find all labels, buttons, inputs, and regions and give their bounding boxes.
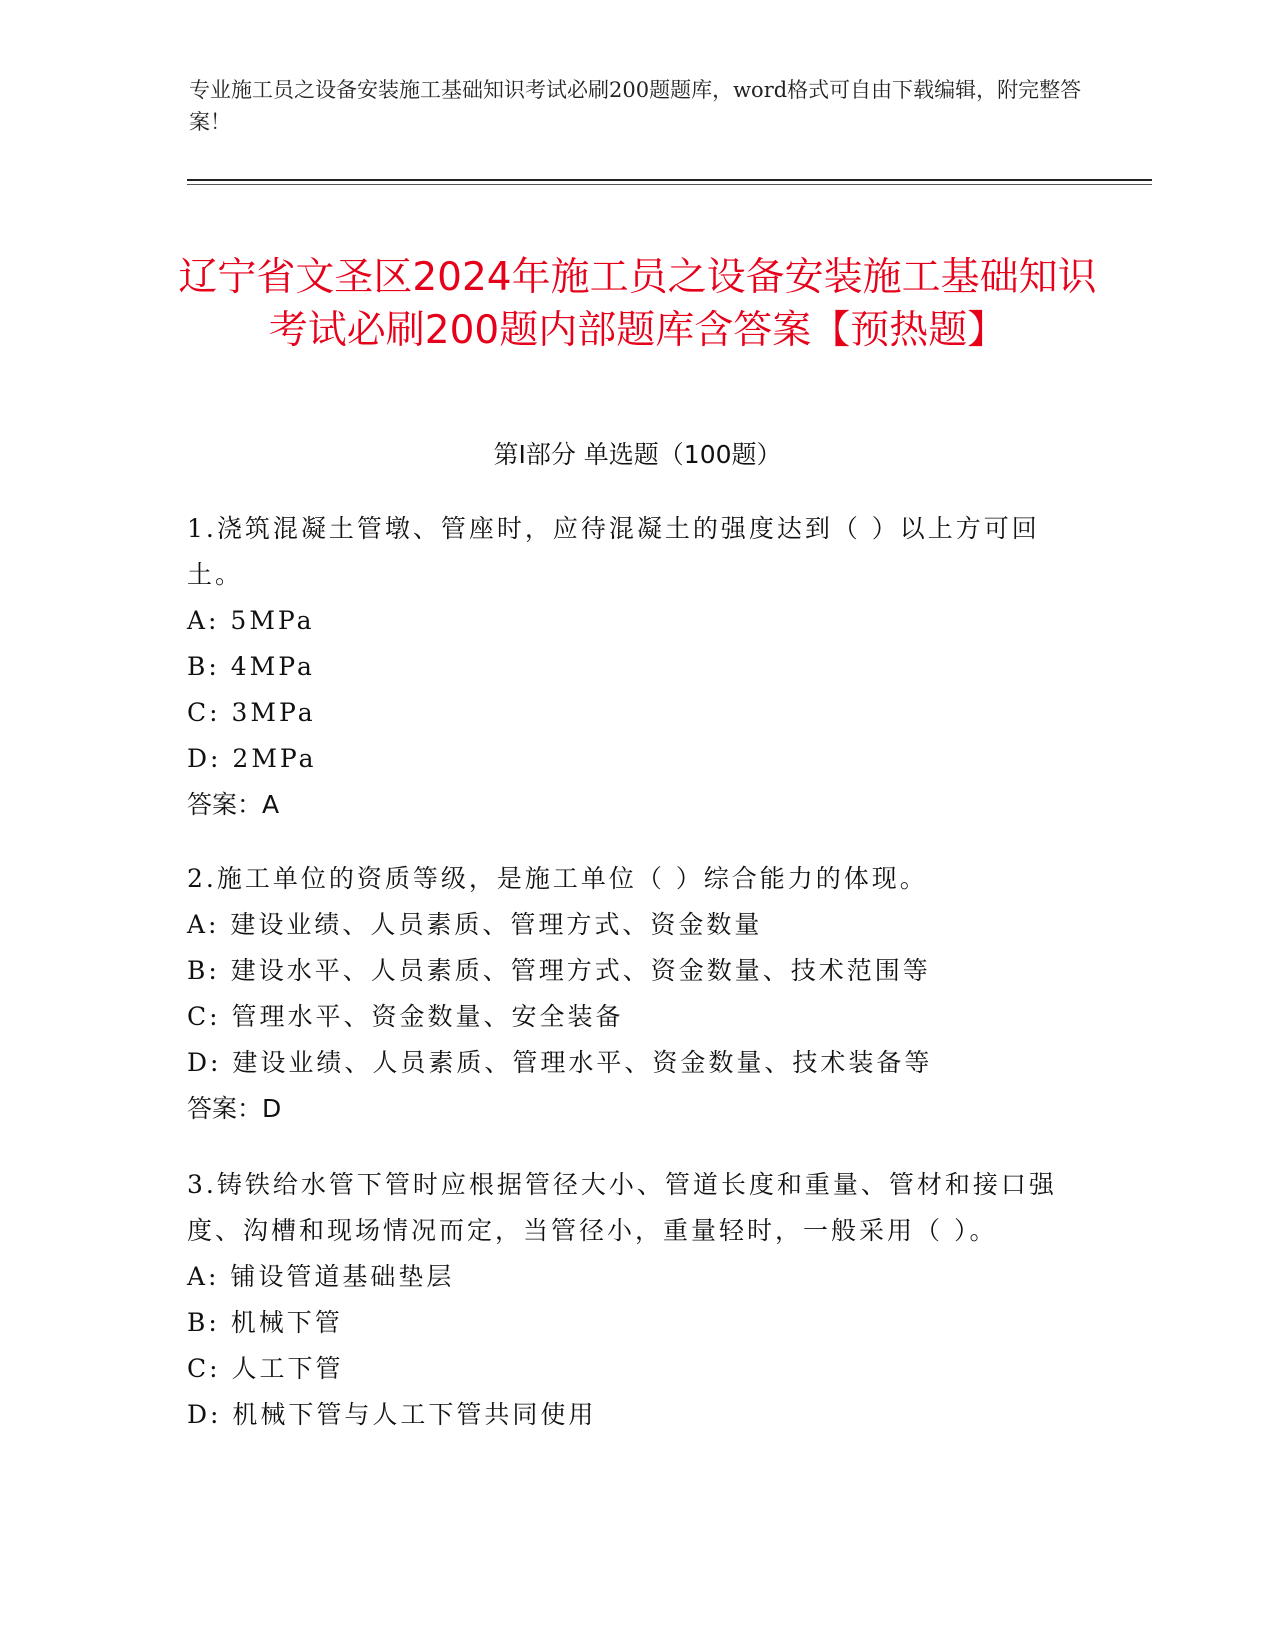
answer: 答案：A <box>187 790 280 819</box>
header-divider <box>187 179 1152 181</box>
option-d: D: 机械下管与人工下管共同使用 <box>187 1400 597 1429</box>
question-1 <box>187 506 1067 828</box>
option-b: B: 机械下管 <box>187 1308 343 1337</box>
header-divider-thin <box>187 184 1152 185</box>
option-d: D: 建设业绩、人员素质、管理水平、资金数量、技术装备等 <box>187 1048 933 1077</box>
question-stem: 1.浇筑混凝土管墩、管座时，应待混凝土的强度达到（ ）以上方可回土。 <box>187 514 1040 589</box>
option-c: C: 人工下管 <box>187 1354 344 1383</box>
section-heading: 第Ⅰ部分 单选题（100题） <box>493 440 782 469</box>
option-d: D: 2MPa <box>187 744 317 773</box>
question-stem: 2.施工单位的资质等级，是施工单位（ ）综合能力的体现。 <box>187 864 928 893</box>
question-stem: 3.铸铁给水管下管时应根据管径大小、管道长度和重量、管材和接口强度、沟槽和现场情况而定，当管径小，重量轻时，一般采用（ ）。 <box>187 1170 1057 1245</box>
question-3 <box>187 1162 1067 1438</box>
question-2 <box>187 856 1067 1132</box>
option-b: B: 建设水平、人员素质、管理方式、资金数量、技术范围等 <box>187 956 931 985</box>
option-c: C: 管理水平、资金数量、安全装备 <box>187 1002 624 1031</box>
answer: 答案：D <box>187 1094 282 1123</box>
option-a: A: 建设业绩、人员素质、管理方式、资金数量 <box>187 910 763 939</box>
option-c: C: 3MPa <box>187 698 316 727</box>
header-note: 专业施工员之设备安装施工基础知识考试必刷200题题库，word格式可自由下载编辑，附完整答案！ <box>189 78 1082 134</box>
document-title: 辽宁省文圣区2024年施工员之设备安装施工基础知识考试必刷200题内部题库含答案【预热题】 <box>178 255 1097 354</box>
option-a: A: 铺设管道基础垫层 <box>187 1262 455 1291</box>
option-b: B: 4MPa <box>187 652 315 681</box>
option-a: A: 5MPa <box>187 606 315 635</box>
